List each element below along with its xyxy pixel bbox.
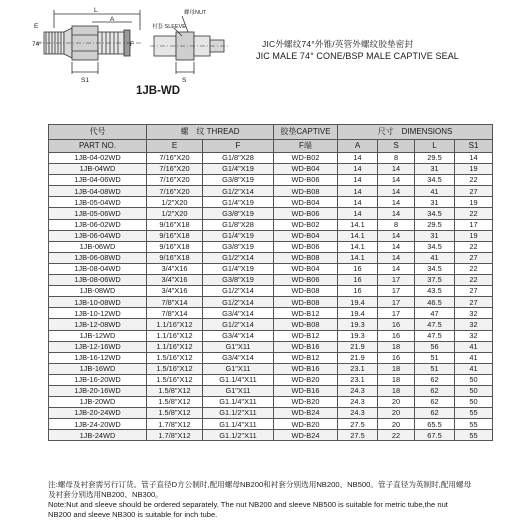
- header-part-no-cn: 代号: [49, 125, 147, 140]
- header-col-l: L: [415, 140, 455, 153]
- cell-thread-f: G1.1/4"X11: [203, 419, 274, 430]
- cell-part-no: 1JB-04-06WD: [49, 175, 147, 186]
- cell-dim-s1: 41: [455, 363, 493, 374]
- cell-thread-e: 7/8"X14: [147, 308, 203, 319]
- cell-captive-code: WD-B16: [274, 363, 338, 374]
- cell-thread-e: 9/16"X18: [147, 252, 203, 263]
- note-line: 注:螺母及衬套需另行订货。管子直径D方公制时,配用螺母NB200和衬套分别选用NB200、NB500。管子直径为英制时,配用螺母: [48, 480, 472, 489]
- cell-thread-e: 7/16"X20: [147, 175, 203, 186]
- cell-dim-a: 19.3: [338, 319, 378, 330]
- table-row: [49, 252, 493, 263]
- cell-dim-s1: 32: [455, 330, 493, 341]
- header-col-e: E: [147, 140, 203, 153]
- cell-dim-s: 18: [378, 385, 415, 396]
- table-header-row-2: [49, 140, 493, 153]
- table-body: [49, 153, 493, 441]
- cell-captive-code: WD-B20: [274, 419, 338, 430]
- cell-part-no: 1JB-05-06WD: [49, 208, 147, 219]
- cell-dim-s: 14: [378, 208, 415, 219]
- cell-dim-s1: 27: [455, 286, 493, 297]
- cell-dim-s1: 32: [455, 319, 493, 330]
- cell-dim-a: 14: [338, 208, 378, 219]
- cell-thread-e: 1/2"X20: [147, 197, 203, 208]
- cell-dim-s1: 32: [455, 308, 493, 319]
- cell-captive-code: WD-B24: [274, 430, 338, 441]
- cell-dim-s: 18: [378, 363, 415, 374]
- cell-dim-s: 16: [378, 319, 415, 330]
- cell-dim-s: 17: [378, 275, 415, 286]
- cell-part-no: 1JB-20-16WD: [49, 385, 147, 396]
- header-col-fcode: F端: [274, 140, 338, 153]
- cell-dim-l: 34.5: [415, 208, 455, 219]
- cell-dim-s: 14: [378, 252, 415, 263]
- label-nut: 螺母NUT: [184, 10, 207, 16]
- cell-dim-s1: 55: [455, 419, 493, 430]
- cell-dim-s: 14: [378, 186, 415, 197]
- table-row: [49, 341, 493, 352]
- header-captive: 胶垫CAPTIVE: [274, 125, 338, 140]
- cell-dim-s: 18: [378, 374, 415, 385]
- cell-captive-code: WD-B06: [274, 175, 338, 186]
- cell-thread-f: G1"X11: [203, 385, 274, 396]
- cell-dim-s1: 22: [455, 263, 493, 274]
- cell-dim-a: 14.1: [338, 219, 378, 230]
- table-row: [49, 263, 493, 274]
- cell-dim-l: 34.5: [415, 241, 455, 252]
- cell-captive-code: WD-B04: [274, 164, 338, 175]
- cell-thread-e: 7/16"X20: [147, 186, 203, 197]
- cell-thread-f: G3/8"X19: [203, 275, 274, 286]
- cell-captive-code: WD-B08: [274, 297, 338, 308]
- cell-dim-s1: 50: [455, 385, 493, 396]
- cell-dim-l: 31: [415, 197, 455, 208]
- cell-part-no: 1JB-06-08WD: [49, 252, 147, 263]
- cell-dim-s: 17: [378, 297, 415, 308]
- cell-dim-s1: 50: [455, 374, 493, 385]
- cell-captive-code: WD-B06: [274, 241, 338, 252]
- table-row: [49, 164, 493, 175]
- cell-dim-l: 41: [415, 186, 455, 197]
- cell-thread-f: G3/4"X14: [203, 308, 274, 319]
- cell-thread-e: 3/4"X16: [147, 275, 203, 286]
- cell-dim-a: 24.3: [338, 397, 378, 408]
- cell-part-no: 1JB-12-16WD: [49, 341, 147, 352]
- table-row: [49, 219, 493, 230]
- table-row: [49, 430, 493, 441]
- cell-part-no: 1JB-04-08WD: [49, 186, 147, 197]
- cell-dim-l: 62: [415, 374, 455, 385]
- cell-thread-f: G1/2"X14: [203, 286, 274, 297]
- cell-dim-s: 20: [378, 397, 415, 408]
- table-row: [49, 408, 493, 419]
- table-row: [49, 352, 493, 363]
- cell-thread-e: 1.7/8"X12: [147, 419, 203, 430]
- label-a: A: [110, 16, 115, 23]
- cell-dim-a: 23.1: [338, 363, 378, 374]
- cell-thread-e: 1.5/8"X12: [147, 397, 203, 408]
- table-row: [49, 363, 493, 374]
- spec-table: [48, 124, 493, 441]
- cell-dim-s: 16: [378, 352, 415, 363]
- cell-dim-l: 37.5: [415, 275, 455, 286]
- cell-thread-f: G1/2"X14: [203, 252, 274, 263]
- title-english: JIC MALE 74° CONE/BSP MALE CAPTIVE SEAL: [256, 51, 459, 61]
- cell-thread-e: 1.1/16"X12: [147, 319, 203, 330]
- cell-dim-l: 67.5: [415, 430, 455, 441]
- cell-part-no: 1JB-16WD: [49, 363, 147, 374]
- cell-thread-e: 7/8"X14: [147, 297, 203, 308]
- cell-dim-s: 14: [378, 241, 415, 252]
- fitting-drawing: [32, 2, 228, 84]
- label-e: E: [34, 23, 39, 30]
- table-row: [49, 308, 493, 319]
- cell-part-no: 1JB-10-12WD: [49, 308, 147, 319]
- cell-dim-s1: 22: [455, 208, 493, 219]
- cell-dim-s1: 41: [455, 341, 493, 352]
- cell-thread-f: G1/8"X28: [203, 153, 274, 164]
- cell-thread-f: G1"X11: [203, 363, 274, 374]
- cell-dim-s: 16: [378, 330, 415, 341]
- cell-dim-s1: 55: [455, 408, 493, 419]
- header-col-a: A: [338, 140, 378, 153]
- header-dimensions: 尺寸 DIMENSIONS: [338, 125, 493, 140]
- cell-thread-f: G1.1/4"X11: [203, 374, 274, 385]
- cell-dim-l: 47.5: [415, 330, 455, 341]
- cell-dim-l: 51: [415, 363, 455, 374]
- cell-dim-s: 22: [378, 430, 415, 441]
- cell-dim-s1: 19: [455, 197, 493, 208]
- label-sleeve: 衬套 SLEEVE: [152, 24, 186, 30]
- table-row: [49, 153, 493, 164]
- cell-part-no: 1JB-04-02WD: [49, 153, 147, 164]
- cell-thread-f: G3/8"X19: [203, 241, 274, 252]
- cell-part-no: 1JB-16-20WD: [49, 374, 147, 385]
- cell-dim-a: 14: [338, 186, 378, 197]
- cell-dim-s1: 55: [455, 430, 493, 441]
- cell-thread-f: G1/2"X14: [203, 319, 274, 330]
- cell-part-no: 1JB-05-04WD: [49, 197, 147, 208]
- header-col-s: S: [378, 140, 415, 153]
- cell-captive-code: WD-B08: [274, 252, 338, 263]
- label-f: F: [130, 41, 134, 48]
- cell-part-no: 1JB-20-24WD: [49, 408, 147, 419]
- cell-part-no: 1JB-08WD: [49, 286, 147, 297]
- table-row: [49, 385, 493, 396]
- cell-thread-e: 9/16"X18: [147, 241, 203, 252]
- cell-dim-s1: 22: [455, 275, 493, 286]
- cell-part-no: 1JB-08-04WD: [49, 263, 147, 274]
- note-line: NB200 and sleeve NB300 is suitable for inch tube.: [48, 510, 218, 519]
- cell-captive-code: WD-B04: [274, 263, 338, 274]
- cell-thread-f: G1.1/2"X11: [203, 430, 274, 441]
- note-line: 及衬套分别选用NB200、NB300。: [48, 490, 163, 499]
- cell-dim-s1: 14: [455, 153, 493, 164]
- cell-captive-code: WD-B04: [274, 230, 338, 241]
- cell-dim-l: 34.5: [415, 175, 455, 186]
- cell-dim-s1: 27: [455, 186, 493, 197]
- cell-dim-a: 14: [338, 175, 378, 186]
- cell-thread-e: 1.5/16"X12: [147, 363, 203, 374]
- cell-captive-code: WD-B12: [274, 330, 338, 341]
- cell-dim-a: 14: [338, 164, 378, 175]
- cell-part-no: 1JB-16-12WD: [49, 352, 147, 363]
- cell-thread-f: G1/4"X19: [203, 164, 274, 175]
- note-line: Note:Nut and sleeve should be ordered separately. The nut NB200 and sleeve NB500 is suitable for metric tube,the nut: [48, 500, 448, 509]
- cell-dim-s: 18: [378, 341, 415, 352]
- cell-dim-a: 19.4: [338, 308, 378, 319]
- cell-dim-l: 62: [415, 397, 455, 408]
- cell-part-no: 1JB-06WD: [49, 241, 147, 252]
- header-thread: 螺 纹 THREAD: [147, 125, 274, 140]
- cell-dim-s: 8: [378, 219, 415, 230]
- cell-thread-f: G1"X11: [203, 341, 274, 352]
- table-row: [49, 419, 493, 430]
- cell-dim-a: 16: [338, 263, 378, 274]
- cell-thread-e: 1.5/16"X12: [147, 352, 203, 363]
- cell-captive-code: WD-B06: [274, 208, 338, 219]
- cell-captive-code: WD-B02: [274, 219, 338, 230]
- table-row: [49, 230, 493, 241]
- cell-dim-s1: 22: [455, 175, 493, 186]
- table-row: [49, 175, 493, 186]
- table-row: [49, 208, 493, 219]
- cell-captive-code: WD-B16: [274, 385, 338, 396]
- cell-dim-a: 16: [338, 275, 378, 286]
- cell-thread-e: 1.5/16"X12: [147, 374, 203, 385]
- cell-dim-a: 19.3: [338, 330, 378, 341]
- table-row: [49, 197, 493, 208]
- cell-part-no: 1JB-24-20WD: [49, 419, 147, 430]
- cell-dim-a: 19.4: [338, 297, 378, 308]
- cell-thread-f: G3/8"X19: [203, 208, 274, 219]
- cell-dim-a: 24.3: [338, 408, 378, 419]
- cell-dim-a: 21.9: [338, 352, 378, 363]
- cell-dim-l: 34.5: [415, 263, 455, 274]
- cell-dim-s1: 50: [455, 397, 493, 408]
- table-row: [49, 275, 493, 286]
- cell-part-no: 1JB-12WD: [49, 330, 147, 341]
- cell-part-no: 1JB-20WD: [49, 397, 147, 408]
- cell-thread-f: G1/4"X19: [203, 263, 274, 274]
- cell-dim-s1: 41: [455, 352, 493, 363]
- label-l: L: [94, 7, 98, 14]
- cell-dim-a: 16: [338, 286, 378, 297]
- cell-thread-e: 9/16"X18: [147, 230, 203, 241]
- cell-dim-s: 20: [378, 419, 415, 430]
- cell-dim-a: 14.1: [338, 252, 378, 263]
- cell-captive-code: WD-B12: [274, 352, 338, 363]
- cell-thread-f: G1.1/4"X11: [203, 397, 274, 408]
- cell-dim-s: 14: [378, 164, 415, 175]
- cell-thread-e: 1.7/8"X12: [147, 430, 203, 441]
- cell-part-no: 1JB-06-02WD: [49, 219, 147, 230]
- cell-part-no: 1JB-10-08WD: [49, 297, 147, 308]
- cell-dim-s1: 19: [455, 164, 493, 175]
- cell-dim-l: 47.5: [415, 319, 455, 330]
- cell-dim-l: 65.5: [415, 419, 455, 430]
- cell-part-no: 1JB-24WD: [49, 430, 147, 441]
- table-row: [49, 319, 493, 330]
- table-row: [49, 186, 493, 197]
- cell-dim-l: 47: [415, 308, 455, 319]
- cell-captive-code: WD-B08: [274, 186, 338, 197]
- label-s: S: [182, 77, 187, 84]
- cell-dim-s1: 27: [455, 252, 493, 263]
- cell-thread-f: G1/8"X28: [203, 219, 274, 230]
- cell-captive-code: WD-B24: [274, 408, 338, 419]
- table-row: [49, 330, 493, 341]
- cell-dim-l: 51: [415, 352, 455, 363]
- cell-dim-s: 14: [378, 197, 415, 208]
- title-chinese: JIC外螺纹74°外锥/英管外螺纹胶垫密封: [262, 39, 414, 49]
- cell-thread-e: 7/16"X20: [147, 164, 203, 175]
- cell-dim-a: 14: [338, 153, 378, 164]
- cell-dim-s: 8: [378, 153, 415, 164]
- cell-thread-f: G3/4"X14: [203, 330, 274, 341]
- cell-thread-e: 1/2"X20: [147, 208, 203, 219]
- cell-part-no: 1JB-06-04WD: [49, 230, 147, 241]
- cell-dim-s: 14: [378, 263, 415, 274]
- cell-captive-code: WD-B16: [274, 341, 338, 352]
- label-angle: 74°: [32, 41, 42, 48]
- cell-captive-code: WD-B12: [274, 308, 338, 319]
- header-col-f: F: [203, 140, 274, 153]
- cell-captive-code: WD-B06: [274, 275, 338, 286]
- cell-dim-l: 43.5: [415, 286, 455, 297]
- cell-dim-s: 17: [378, 286, 415, 297]
- table-row: [49, 241, 493, 252]
- cell-thread-e: 1.5/8"X12: [147, 408, 203, 419]
- cell-dim-s: 14: [378, 175, 415, 186]
- table-row: [49, 297, 493, 308]
- cell-dim-l: 29.5: [415, 219, 455, 230]
- cell-captive-code: WD-B04: [274, 197, 338, 208]
- table-row: [49, 397, 493, 408]
- cell-dim-l: 46.5: [415, 297, 455, 308]
- cell-thread-e: 7/16"X20: [147, 153, 203, 164]
- cell-thread-f: G1.1/2"X11: [203, 408, 274, 419]
- cell-captive-code: WD-B20: [274, 374, 338, 385]
- cell-dim-l: 29.5: [415, 153, 455, 164]
- cell-dim-a: 14.1: [338, 241, 378, 252]
- cell-dim-l: 62: [415, 385, 455, 396]
- cell-dim-l: 31: [415, 230, 455, 241]
- cell-thread-e: 1.1/16"X12: [147, 330, 203, 341]
- cell-dim-l: 31: [415, 164, 455, 175]
- cell-captive-code: WD-B02: [274, 153, 338, 164]
- cell-dim-l: 41: [415, 252, 455, 263]
- table-row: [49, 374, 493, 385]
- cell-thread-f: G1/2"X14: [203, 186, 274, 197]
- cell-thread-e: 3/4"X16: [147, 263, 203, 274]
- cell-dim-a: 23.1: [338, 374, 378, 385]
- cell-part-no: 1JB-08-06WD: [49, 275, 147, 286]
- cell-dim-s1: 22: [455, 241, 493, 252]
- cell-thread-f: G1/2"X14: [203, 297, 274, 308]
- cell-captive-code: WD-B20: [274, 397, 338, 408]
- cell-thread-f: G3/4"X14: [203, 352, 274, 363]
- cell-thread-e: 3/4"X16: [147, 286, 203, 297]
- notes-block: [48, 480, 492, 520]
- cell-dim-a: 27.5: [338, 419, 378, 430]
- table-header-row-1: [49, 125, 493, 140]
- cell-thread-f: G1/4"X19: [203, 197, 274, 208]
- cell-thread-f: G3/8"X19: [203, 175, 274, 186]
- cell-part-no: 1JB-12-08WD: [49, 319, 147, 330]
- cell-thread-e: 1.1/16"X12: [147, 341, 203, 352]
- table-row: [49, 286, 493, 297]
- cell-dim-l: 56: [415, 341, 455, 352]
- cell-dim-s: 17: [378, 308, 415, 319]
- cell-captive-code: WD-B08: [274, 286, 338, 297]
- part-series-code: 1JB-WD: [136, 85, 181, 97]
- cell-dim-a: 24.3: [338, 385, 378, 396]
- cell-thread-f: G1/4"X19: [203, 230, 274, 241]
- cell-dim-s1: 27: [455, 297, 493, 308]
- cell-dim-a: 21.9: [338, 341, 378, 352]
- header-part-no-en: PART NO.: [49, 140, 147, 153]
- cell-thread-e: 1.5/8"X12: [147, 385, 203, 396]
- cell-dim-s1: 17: [455, 219, 493, 230]
- cell-dim-l: 62: [415, 408, 455, 419]
- cell-dim-a: 27.5: [338, 430, 378, 441]
- cell-thread-e: 9/16"X18: [147, 219, 203, 230]
- cell-captive-code: WD-B08: [274, 319, 338, 330]
- cell-dim-s1: 19: [455, 230, 493, 241]
- cell-dim-s: 20: [378, 408, 415, 419]
- cell-dim-a: 14.1: [338, 230, 378, 241]
- cell-dim-a: 14: [338, 197, 378, 208]
- cell-part-no: 1JB-04WD: [49, 164, 147, 175]
- cell-dim-s: 14: [378, 230, 415, 241]
- label-s1: S1: [81, 77, 89, 84]
- header-col-s1: S1: [455, 140, 493, 153]
